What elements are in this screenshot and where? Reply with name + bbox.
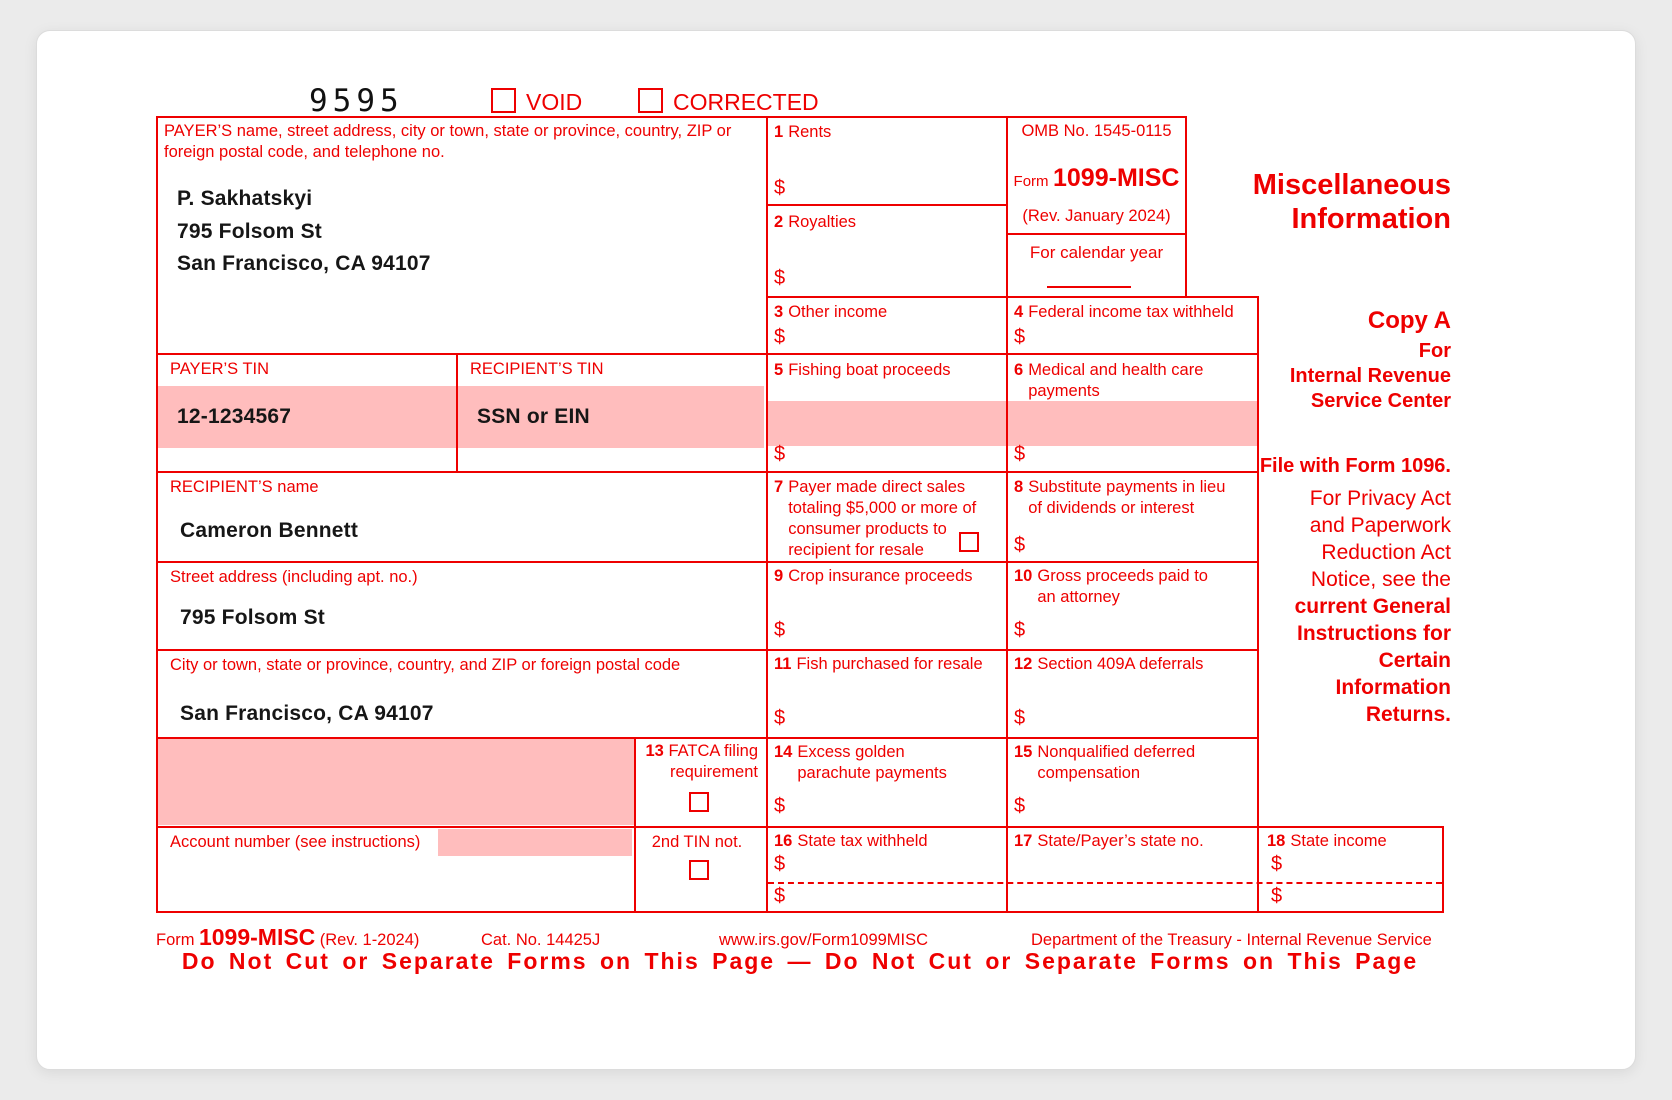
box14-label — [774, 742, 974, 784]
box9-label — [774, 566, 996, 587]
box15-number: 15 — [1014, 743, 1033, 761]
divider — [156, 826, 1444, 828]
recipient-street-label: Street address (including apt. no.) — [170, 568, 418, 586]
box7-number: 7 — [774, 478, 784, 496]
instructions-line5: Returns. — [1365, 703, 1451, 726]
file-with-1096: File with Form 1096. — [1259, 455, 1451, 477]
box2-number: 2 — [774, 213, 784, 231]
dollar-sign: $ — [1014, 795, 1026, 817]
dollar-sign: $ — [774, 885, 786, 907]
divider — [766, 204, 1006, 206]
calendar-year-label: For calendar year — [1029, 243, 1164, 262]
form-title-line1: Miscellaneous — [1252, 169, 1451, 201]
divider — [1006, 233, 1187, 235]
divider — [156, 353, 1259, 355]
instructions-line2: Instructions for — [1296, 622, 1451, 645]
omb-number: OMB No. 1545-0115 — [1021, 122, 1172, 140]
payer-city-value: San Francisco, CA 94107 — [177, 252, 431, 275]
box5-label — [774, 360, 996, 381]
recipient-name-value: Cameron Bennett — [180, 519, 359, 542]
fatca-checkbox[interactable] — [689, 792, 709, 812]
box2-text: Royalties — [788, 213, 857, 231]
box8-text: Substitute payments in lieu of dividends or interest — [1028, 478, 1226, 517]
dollar-sign: $ — [1014, 326, 1026, 348]
box15-label — [1014, 742, 1224, 784]
box6-text: Medical and health care payments — [1028, 361, 1204, 400]
dollar-sign: $ — [774, 267, 786, 289]
form-page — [36, 30, 1636, 1070]
corrected-label: CORRECTED — [673, 89, 819, 115]
box14-number: 14 — [774, 743, 793, 761]
divider — [156, 561, 1259, 563]
dollar-sign: $ — [774, 443, 786, 465]
dollar-sign: $ — [1271, 853, 1283, 875]
box7-label — [774, 477, 989, 561]
account-number-label: Account number (see instructions) — [170, 833, 421, 851]
box17-number: 17 — [1014, 832, 1033, 850]
dollar-sign: $ — [774, 707, 786, 729]
second-tin-label: 2nd TIN not. — [651, 833, 743, 851]
recipient-name-label: RECIPIENT’S name — [170, 478, 319, 496]
divider — [156, 116, 158, 913]
box3-text: Other income — [788, 303, 888, 321]
box1-number: 1 — [774, 123, 784, 141]
box1-text: Rents — [788, 123, 832, 141]
copy-a-label: Copy A — [1367, 307, 1451, 334]
footer-form-word: Form — [156, 931, 195, 949]
box13-text: FATCA filing requirement — [668, 742, 758, 781]
form-title-line2: Information — [1291, 203, 1451, 235]
payer-street-value: 795 Folsom St — [177, 220, 322, 243]
box9-number: 9 — [774, 567, 784, 585]
void-label: VOID — [526, 89, 583, 115]
omb-form-title — [1006, 164, 1187, 193]
do-not-cut-banner: Do Not Cut or Separate Forms on This Page — Do Not Cut or Separate Forms on This Page — [181, 948, 1419, 974]
recipient-city-label: City or town, state or province, country, and ZIP or foreign postal code — [170, 656, 681, 674]
box12-text: Section 409A deferrals — [1037, 655, 1204, 673]
box10-text: Gross proceeds paid to an attorney — [1037, 567, 1208, 606]
privacy-line3: Reduction Act — [1321, 541, 1451, 564]
footer-form-id — [156, 924, 419, 951]
dollar-sign: $ — [1014, 443, 1026, 465]
dollar-sign: $ — [1014, 619, 1026, 641]
recipient-city-value: San Francisco, CA 94107 — [180, 702, 434, 725]
corrected-checkbox[interactable] — [638, 88, 663, 113]
dollar-sign: $ — [1014, 707, 1026, 729]
catalog-number: Cat. No. 14425J — [481, 931, 601, 949]
box12-number: 12 — [1014, 655, 1033, 673]
divider — [156, 737, 1259, 739]
dollar-sign: $ — [774, 326, 786, 348]
box4-label — [1014, 302, 1254, 323]
box10-label — [1014, 566, 1224, 608]
box11-text: Fish purchased for resale — [796, 655, 983, 673]
void-checkbox[interactable] — [491, 88, 516, 113]
box3-label — [774, 302, 996, 323]
account-number-field[interactable] — [438, 829, 632, 856]
form-title — [1249, 168, 1451, 236]
irs-center-line1: Internal Revenue — [1289, 365, 1451, 387]
box16-number: 16 — [774, 832, 793, 850]
form-number: 1099-MISC — [1053, 164, 1180, 192]
box2-label — [774, 212, 996, 233]
print-code: 9595 — [309, 83, 404, 119]
box8-number: 8 — [1014, 478, 1024, 496]
payer-tin-value: 12-1234567 — [177, 405, 292, 428]
irs-url[interactable]: www.irs.gov/Form1099MISC — [719, 931, 929, 949]
box5-text: Fishing boat proceeds — [788, 361, 951, 379]
privacy-line2: and Paperwork — [1309, 514, 1451, 537]
recipient-tin-value: SSN or EIN — [477, 405, 590, 428]
box7-text: Payer made direct sales totaling $5,000 or more of consumer products to recipient for resale — [788, 478, 977, 559]
box9-text: Crop insurance proceeds — [788, 567, 973, 585]
dollar-sign: $ — [1014, 534, 1026, 556]
box17-text: State/Payer’s state no. — [1037, 832, 1204, 850]
box7-checkbox[interactable] — [959, 532, 979, 552]
divider — [156, 471, 1259, 473]
instructions-line1: current General — [1294, 595, 1451, 618]
box1-label — [774, 122, 996, 143]
payer-tin-label: PAYER’S TIN — [170, 360, 270, 378]
divider — [766, 296, 1259, 298]
form-word: Form — [1013, 173, 1049, 190]
footer-revision: (Rev. 1-2024) — [319, 931, 420, 949]
box6-label — [1014, 360, 1214, 402]
box13-label — [636, 741, 758, 783]
box16-label — [774, 831, 996, 852]
copy-for-label: For — [1418, 340, 1451, 362]
payer-name-value: P. Sakhatskyi — [177, 187, 313, 210]
privacy-line1: For Privacy Act — [1309, 487, 1451, 510]
divider — [1442, 826, 1444, 913]
footer-form-number: 1099-MISC — [198, 924, 316, 950]
divider — [1006, 116, 1008, 913]
dollar-sign: $ — [774, 619, 786, 641]
box13-number: 13 — [645, 742, 664, 760]
box18-label — [1267, 831, 1437, 852]
box5-box6-highlight — [768, 401, 1257, 446]
divider — [456, 353, 458, 471]
dollar-sign: $ — [774, 177, 786, 199]
dollar-sign: $ — [774, 853, 786, 875]
divider — [766, 116, 768, 913]
treasury-label: Department of the Treasury - Internal Revenue Service — [1031, 931, 1432, 949]
payer-info-label: PAYER’S name, street address, city or town, state or province, country, ZIP or foreign postal code, and telephone no. — [164, 122, 732, 161]
irs-center-line2: Service Center — [1310, 390, 1451, 412]
box6-number: 6 — [1014, 361, 1024, 379]
divider — [156, 649, 1259, 651]
box10-number: 10 — [1014, 567, 1033, 585]
box16-text: State tax withheld — [797, 832, 928, 850]
privacy-line4: Notice, see the — [1310, 568, 1451, 591]
divider — [156, 911, 1444, 913]
box11-label — [774, 654, 996, 675]
omb-revision: (Rev. January 2024) — [1022, 207, 1171, 225]
box8-label — [1014, 477, 1229, 519]
box11-number: 11 — [774, 655, 792, 673]
box18-number: 18 — [1267, 832, 1286, 850]
recipient-tin-label: RECIPIENT’S TIN — [470, 360, 604, 378]
box14-text: Excess golden parachute payments — [797, 743, 947, 782]
instructions-line4: Information — [1335, 676, 1451, 699]
box4-number: 4 — [1014, 303, 1024, 321]
box17-label — [1014, 831, 1249, 852]
state-row-dashed-divider — [768, 882, 1442, 884]
box4-text: Federal income tax withheld — [1028, 303, 1234, 321]
recipient-street-value: 795 Folsom St — [180, 606, 325, 629]
box15-text: Nonqualified deferred compensation — [1037, 743, 1196, 782]
calendar-year-underline — [1047, 286, 1131, 288]
box12-label — [1014, 654, 1249, 675]
blank-area-highlight — [158, 739, 634, 825]
instructions-line3: Certain — [1378, 649, 1451, 672]
dollar-sign: $ — [774, 795, 786, 817]
second-tin-checkbox[interactable] — [689, 860, 709, 880]
box5-number: 5 — [774, 361, 784, 379]
box3-number: 3 — [774, 303, 784, 321]
box18-text: State income — [1290, 832, 1387, 850]
dollar-sign: $ — [1271, 885, 1283, 907]
